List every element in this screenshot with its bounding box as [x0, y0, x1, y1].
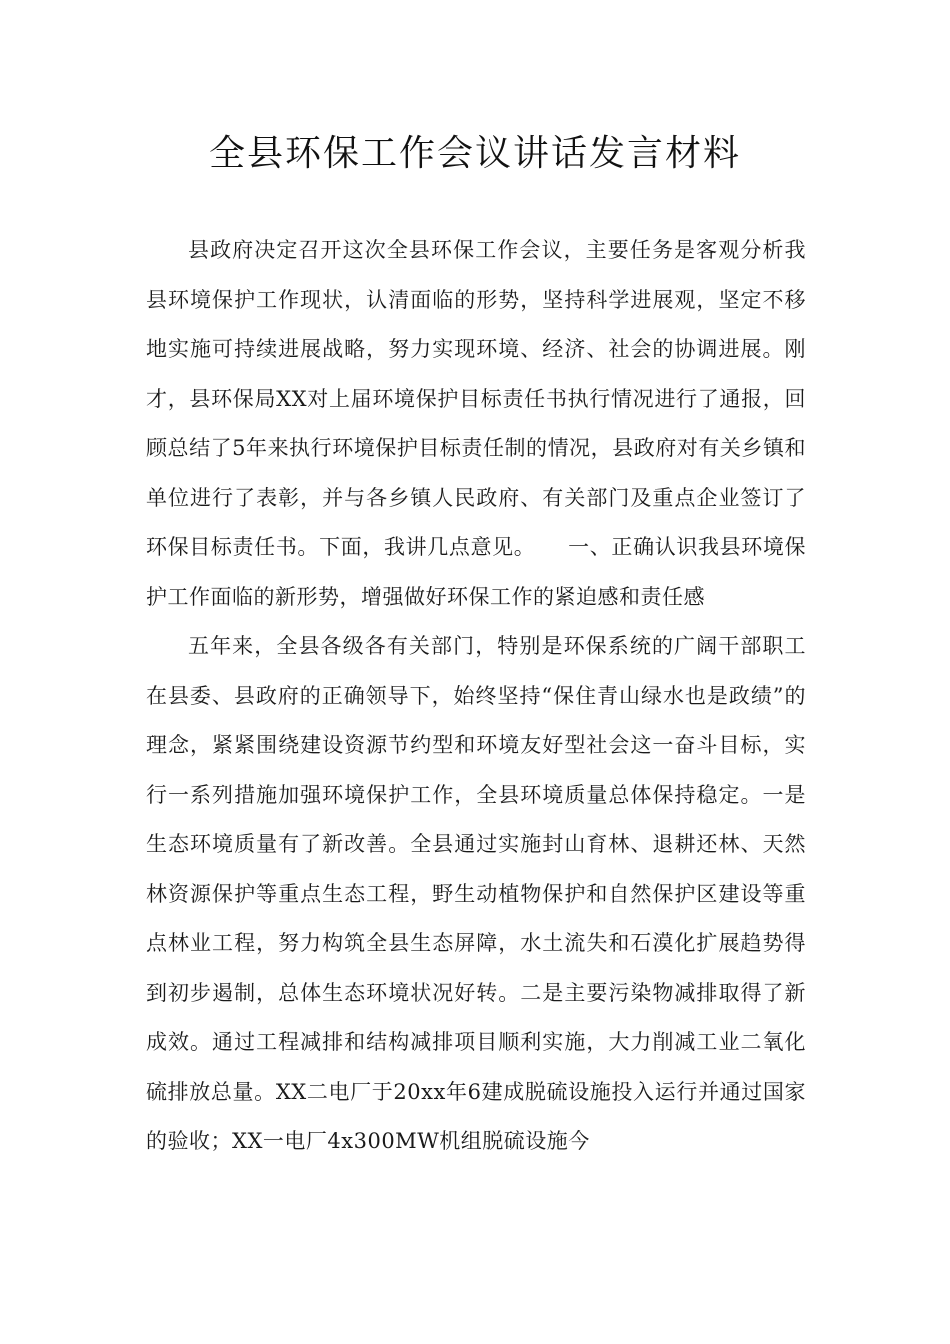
document-body [146, 226, 806, 1167]
paragraph-2: 五年来，全县各级各有关部门，特别是环保系统的广阔干部职工在县委、县政府的正确领导下，始终坚持“保住青山绿水也是政绩”的理念，紧紧围绕建设资源节约型和环境友好型社会这一奋斗目标，实行一系列措施加强环境保护工作，全县环境质量总体保持稳定。一是生态环境质量有了新改善。全县通过实施封山育林、退耕还林、天然林资源保护等重点生态工程，野生动植物保护和自然保护区建设等重点林业工程，努力构筑全县生态屏障，水土流失和石漠化扩展趋势得到初步遏制，总体生态环境状况好转。二是主要污染物减排取得了新成效。通过工程减排和结构减排项目顺利实施，大力削减工业二氧化硫排放总量。XX二电厂于20xx年6建成脱硫设施投入运行并通过国家的验收；XX一电厂4x300MW机组脱硫设施今 [146, 634, 806, 1153]
document-title: 全县环保工作会议讲话发言材料 [208, 133, 741, 174]
paragraph-1: 县政府决定召开这次全县环保工作会议，主要任务是客观分析我县环境保护工作现状，认清面临的形势，坚持科学进展观，坚定不移地实施可持续进展战略，努力实现环境、经济、社会的协调进展。刚才，县环保局XX对上届环境保护目标责任书执行情况进行了通报，回顾总结了5年来执行环境保护目标责任制的情况，县政府对有关乡镇和单位进行了表彰，并与各乡镇人民政府、有关部门及重点企业签订了环保目标责任书。下面，我讲几点意见。 一、正确认识我县环境保护工作面临的新形势，增强做好环保工作的紧迫感和责任感 [146, 238, 806, 609]
